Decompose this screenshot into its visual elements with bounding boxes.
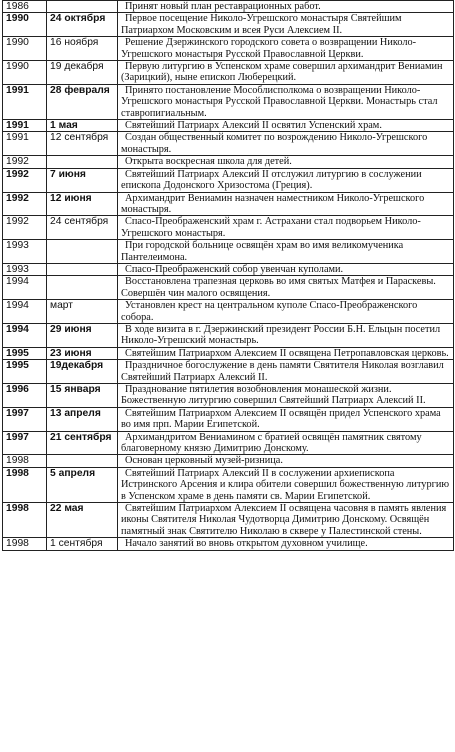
date-cell: 21 сентября <box>47 431 118 455</box>
table-row <box>3 1 454 13</box>
event-cell: Святейший Патриарх Алексий II отслужил литургию в сослужении епископа Додонского Хризостома (Греция). <box>118 168 454 192</box>
event-cell: Начало занятий во вновь открытом духовном училище. <box>118 538 454 550</box>
table-row <box>3 156 454 168</box>
date-cell: 12 сентября <box>47 132 118 156</box>
table-row <box>3 240 454 264</box>
date-cell: 16 ноября <box>47 37 118 61</box>
year-cell: 1990 <box>3 61 47 85</box>
table-row <box>3 347 454 359</box>
date-cell: 24 октября <box>47 13 118 37</box>
date-cell: 1 сентября <box>47 538 118 550</box>
event-cell: Празднование пятилетия возобновления монашеской жизни. Божественную литургию совершил Святейший Патриарх Алексий II. <box>118 384 454 408</box>
event-cell: Праздничное богослужение в день памяти Святителя Николая возглавил Святейший Патриарх Алексий II. <box>118 360 454 384</box>
event-cell: При городской больнице освящён храм во имя великомученика Пантелеимона. <box>118 240 454 264</box>
year-cell: 1995 <box>3 347 47 359</box>
date-cell: 19декабря <box>47 360 118 384</box>
year-cell: 1992 <box>3 216 47 240</box>
event-cell: В ходе визита в г. Дзержинский президент России Б.Н. Ельцын посетил Николо-Угрешский монастырь. <box>118 323 454 347</box>
table-row <box>3 538 454 550</box>
year-cell: 1997 <box>3 407 47 431</box>
date-cell: 7 июня <box>47 168 118 192</box>
year-cell: 1995 <box>3 360 47 384</box>
table-row <box>3 192 454 216</box>
year-cell: 1991 <box>3 120 47 132</box>
year-cell: 1991 <box>3 84 47 119</box>
date-cell: 13 апреля <box>47 407 118 431</box>
event-cell: Святейшим Патриархом Алексием II освящён придел Успенского храма во имя прп. Марии Египетской. <box>118 407 454 431</box>
year-cell: 1994 <box>3 323 47 347</box>
event-cell: Спасо-Преображенский собор увенчан куполами. <box>118 263 454 275</box>
date-cell: март <box>47 300 118 324</box>
table-row <box>3 323 454 347</box>
date-cell: 12 июня <box>47 192 118 216</box>
date-cell <box>47 156 118 168</box>
date-cell: 15 января <box>47 384 118 408</box>
table-row <box>3 168 454 192</box>
table-row <box>3 13 454 37</box>
table-row <box>3 503 454 538</box>
table-row <box>3 132 454 156</box>
date-cell <box>47 455 118 467</box>
table-row <box>3 384 454 408</box>
event-cell: Открыта воскресная школа для детей. <box>118 156 454 168</box>
date-cell <box>47 276 118 300</box>
table-row <box>3 360 454 384</box>
year-cell: 1992 <box>3 192 47 216</box>
date-cell: 28 февраля <box>47 84 118 119</box>
date-cell <box>47 240 118 264</box>
table-row <box>3 467 454 502</box>
table-row <box>3 407 454 431</box>
year-cell: 1998 <box>3 538 47 550</box>
table-row <box>3 300 454 324</box>
date-cell <box>47 1 118 13</box>
date-cell: 23 июня <box>47 347 118 359</box>
event-cell: Принят новый план реставрационных работ. <box>118 1 454 13</box>
event-cell: Архимандритом Вениамином с братией освящён памятник святому благоверному князю Димитрию Донскому. <box>118 431 454 455</box>
event-cell: Принято постановление Мособлисполкома о возвращении Николо-Угрешского монастыря Русской Православной Церкви. Монастырь стал ставропигиальным. <box>118 84 454 119</box>
chronology-body <box>3 1 454 551</box>
year-cell: 1997 <box>3 431 47 455</box>
date-cell: 24 сентября <box>47 216 118 240</box>
year-cell: 1992 <box>3 156 47 168</box>
year-cell: 1992 <box>3 168 47 192</box>
table-row <box>3 455 454 467</box>
event-cell: Святейший Патриарх Алексий II освятил Успенский храм. <box>118 120 454 132</box>
year-cell: 1998 <box>3 467 47 502</box>
year-cell: 1986 <box>3 1 47 13</box>
event-cell: Первую литургию в Успенском храме совершил архимандрит Вениамин (Зарицкий), ныне епископ Люберецкий. <box>118 61 454 85</box>
event-cell: Спасо-Преображенский храм г. Астрахани стал подворьем Николо-Угрешского монастыря. <box>118 216 454 240</box>
year-cell: 1994 <box>3 300 47 324</box>
table-row <box>3 61 454 85</box>
year-cell: 1990 <box>3 37 47 61</box>
date-cell <box>47 263 118 275</box>
year-cell: 1996 <box>3 384 47 408</box>
date-cell: 1 мая <box>47 120 118 132</box>
event-cell: Святейший Патриарх Алексий II в сослужении архиепископа Истринского Арсения и клира обители совершил божественную литургию в Успенском храме в день памяти св. Марии Египетской. <box>118 467 454 502</box>
event-cell: Святейшим Патриархом Алексием II освящена часовня в память явления иконы Святителя Николая Чудотворца Димитрию Донскому. Освящён памятный знак Святителю Николаю в сквере у Палестинской стены. <box>118 503 454 538</box>
year-cell: 1998 <box>3 455 47 467</box>
table-row <box>3 276 454 300</box>
event-cell: Решение Дзержинского городского совета о возвращении Николо-Угрешского монастыря Русской Православной Церкви. <box>118 37 454 61</box>
event-cell: Установлен крест на центральном куполе Спасо-Преображенского собора. <box>118 300 454 324</box>
event-cell: Восстановлена трапезная церковь во имя святых Матфея и Параскевы. Совершён чин малого освящения. <box>118 276 454 300</box>
table-row <box>3 120 454 132</box>
year-cell: 1998 <box>3 503 47 538</box>
year-cell: 1991 <box>3 132 47 156</box>
table-row <box>3 84 454 119</box>
year-cell: 1993 <box>3 240 47 264</box>
date-cell: 22 мая <box>47 503 118 538</box>
event-cell: Основан церковный музей-ризница. <box>118 455 454 467</box>
event-cell: Первое посещение Николо-Угрешского монастыря Святейшим Патриархом Московским и всея Руси Алексием II. <box>118 13 454 37</box>
year-cell: 1993 <box>3 263 47 275</box>
year-cell: 1990 <box>3 13 47 37</box>
table-row <box>3 216 454 240</box>
date-cell: 19 декабря <box>47 61 118 85</box>
table-row <box>3 431 454 455</box>
date-cell: 5 апреля <box>47 467 118 502</box>
date-cell: 29 июня <box>47 323 118 347</box>
year-cell: 1994 <box>3 276 47 300</box>
table-row <box>3 263 454 275</box>
event-cell: Создан общественный комитет по возрождению Николо-Угрешского монастыря. <box>118 132 454 156</box>
table-row <box>3 37 454 61</box>
chronology-table <box>2 0 454 551</box>
event-cell: Архимандрит Вениамин назначен наместником Николо-Угрешского монастыря. <box>118 192 454 216</box>
event-cell: Святейшим Патриархом Алексием II освящена Петропавловская церковь. <box>118 347 454 359</box>
